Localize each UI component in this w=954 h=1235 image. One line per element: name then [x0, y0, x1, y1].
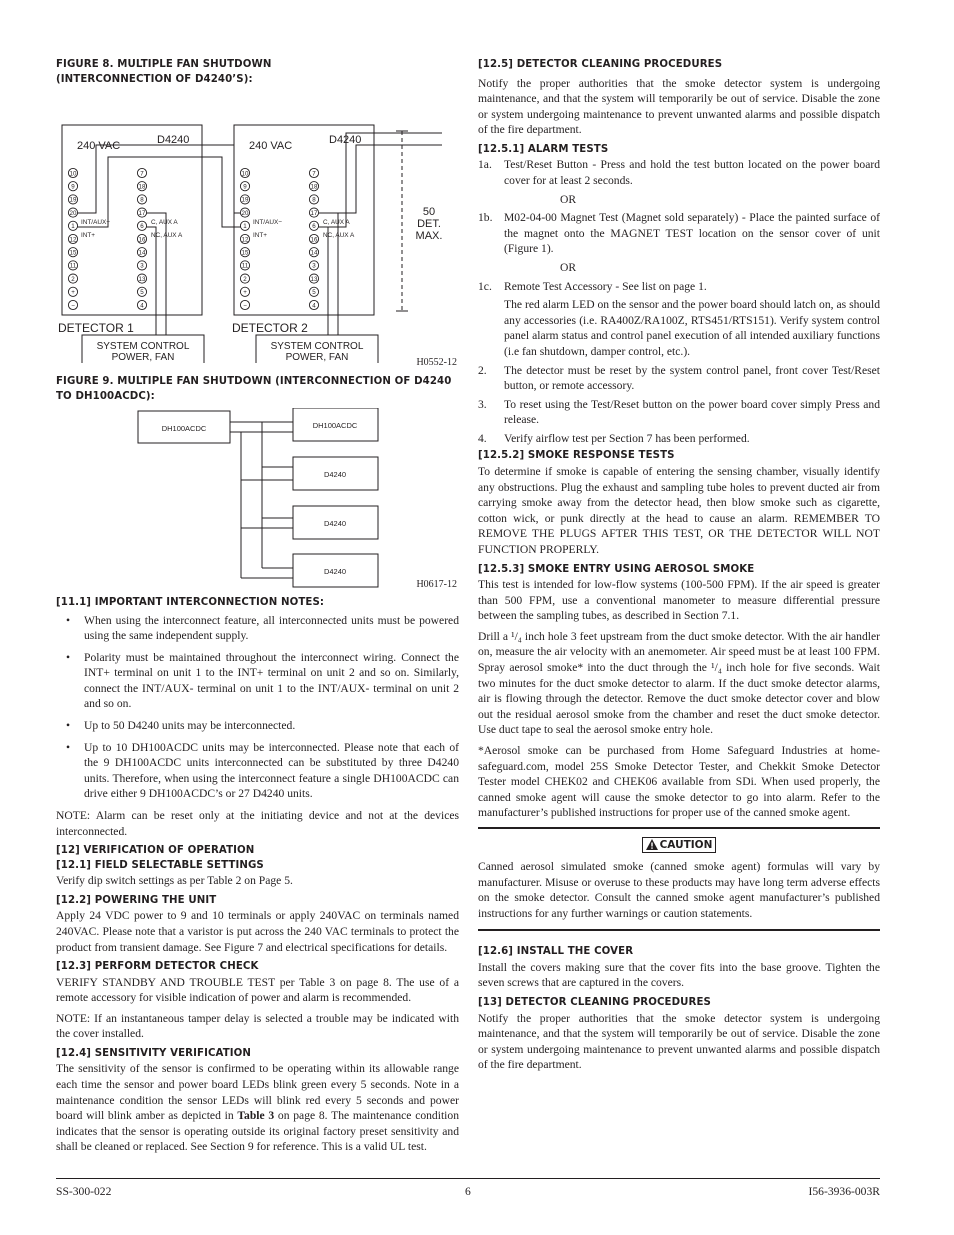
terminal-right-label: 3	[140, 262, 144, 270]
figure-9-title-line2: TO DH100ACDC):	[56, 390, 155, 402]
vac-label-1: 240 VAC	[77, 140, 121, 152]
note-reset: NOTE: Alarm can be reset only at the initiating device and not at the devices interconnected.	[56, 809, 459, 838]
caution-badge	[642, 837, 717, 853]
list-item	[478, 431, 880, 447]
para-12-3-note: NOTE: If an instantaneous tamper delay is selected a trouble may be indicated with the cover installed.	[56, 1011, 459, 1041]
terminal-left-label: 1	[243, 223, 247, 231]
unit-label-1: D4240	[157, 134, 190, 146]
heading-12-2: [12.2] POWERING THE UNIT	[56, 894, 217, 906]
heading-12-1: [12.1] FIELD SELECTABLE SETTINGS	[56, 859, 264, 871]
detector-2-label: DETECTOR 2	[232, 321, 308, 335]
sys-box-2-line2: POWER, FAN	[285, 352, 349, 363]
terminal-left-label: 20	[241, 209, 249, 217]
footer-part-number: I56-3936-003R	[808, 1185, 880, 1198]
terminal-right-label: 8	[140, 196, 144, 204]
terminal-left-label: 9	[71, 183, 75, 191]
terminal-right-label: 3	[312, 262, 316, 270]
sys-box-1-line2: POWER, FAN	[111, 352, 175, 363]
terminal-tap-label: C, AUX A	[151, 219, 178, 226]
figure-8-code: H0552-12	[416, 357, 457, 368]
para-12-2: Apply 24 VDC power to 9 and 10 terminals or apply 240VAC on terminals named 240VAC. Please note that a varistor is put across the 240 VAC terminals to protect the product from transient damage. See Figure 7 and electrical specifications for details.	[56, 909, 459, 954]
wire-to-next-b	[317, 145, 442, 213]
d4240-1-label: D4240	[323, 470, 347, 479]
heading-12-5: [12.5] DETECTOR CLEANING PROCEDURES	[478, 59, 723, 70]
heading-12-4: [12.4] SENSITIVITY VERIFICATION	[56, 1047, 252, 1059]
para-12-3: VERIFY STANDBY AND TROUBLE TEST per Table 3 on page 8. The use of a remote accessory for visible indication of power and alarm is recommended.	[56, 975, 459, 1005]
terminal-left-label: 19	[69, 196, 77, 204]
page-footer	[56, 1178, 880, 1198]
terminal-right-label: 16	[138, 236, 146, 244]
terminal-right-label: 4	[312, 302, 316, 310]
sys-box-2-line1: SYSTEM CONTROL	[270, 341, 364, 352]
heading-12-3: [12.3] PERFORM DETECTOR CHECK	[56, 961, 259, 973]
terminal-left-label: +	[71, 289, 75, 297]
para-12-4-part1: The sensitivity of the sensor is confirmed to be operating within its allowable range each time the sensor and power board LEDs blink green every 5 seconds. Note in a maintenance condition the sensor LEDs will blink red every 5 seconds and power board will blink amber as depicted in	[56, 1062, 459, 1123]
terminal-right-label: 7	[312, 170, 316, 178]
unit-label-2: D4240	[329, 134, 362, 146]
d4240-3-label: D4240	[323, 567, 347, 576]
heading-12-5-2: [12.5.2] SMOKE RESPONSE TESTS	[478, 450, 675, 462]
list-item	[478, 397, 880, 428]
dh100acdc-1-label: DH100ACDC	[312, 421, 358, 430]
terminal-left-label: 11	[241, 262, 249, 270]
item-text: M02-04-00 Magnet Test (Magnet sold separately) - Place the painted surface of the magnet onto the MAGNET TEST location on the sensor cover of unit (Figure 1).	[504, 211, 880, 256]
figure-8-diagram	[56, 93, 459, 363]
warning-triangle-icon	[646, 839, 658, 850]
max-label-line3: MAX.	[415, 230, 443, 242]
detector-1-label: DETECTOR 1	[58, 321, 134, 335]
terminal-left-label: 11	[69, 262, 77, 270]
terminal-tap-label: INT/AUX−	[253, 219, 282, 226]
terminal-right-label: 13	[310, 275, 318, 283]
terminal-tap-label: C, AUX A	[323, 219, 350, 226]
terminal-right-label: 4	[140, 302, 144, 310]
terminal-right-label: 14	[138, 249, 146, 257]
terminal-right-label: 6	[312, 223, 316, 231]
or-separator: OR	[560, 260, 577, 274]
figure-8-title: FIGURE 8. MULTIPLE FAN SHUTDOWN	[56, 59, 272, 70]
terminal-left-label: 10	[69, 170, 77, 178]
interconnect-notes-list	[56, 613, 459, 803]
para-12-1: Verify dip switch settings as per Table 2 on Page 5.	[56, 874, 293, 888]
terminal-left-label: 10	[241, 170, 249, 178]
para-13: Notify the proper authorities that the smoke detector system is undergoing maintenance, and that the system will temporarily be out of service. Disable the zone or system undergoing maintenance to prevent unwanted alarms and possible dispatch of the fire department.	[478, 1011, 880, 1072]
item-text: Remote Test Accessory - See list on page 1.	[504, 279, 707, 293]
heading-12-6: [12.6] INSTALL THE COVER	[478, 946, 634, 958]
terminal-left-label: 15	[69, 249, 77, 257]
terminal-right-label: 5	[312, 289, 316, 297]
list-item: • Up to 10 DH100ACDC units may be interconnected. Please note that each of the 9 DH100ACDC units interconnected can be substituted by three D4240 units. Therefore, when using the interconnect feature a single DH100ACDC can drive either 9 DH100ACDC’s or 27 D4240 units.	[56, 740, 459, 802]
or-separator: OR	[560, 192, 577, 206]
item-text: Test/Reset Button - Press and hold the test button located on the power board cover for at least 2 seconds.	[504, 158, 880, 187]
list-item	[478, 363, 880, 394]
para-12-5: Notify the proper authorities that the smoke detector system is undergoing maintenance, and that the system will temporarily be out of service. Disable the zone or system undergoing maintenance to prevent unwanted alarms and possible dispatch of the fire department.	[478, 76, 880, 137]
terminal-left-label: 2	[243, 275, 247, 283]
left-column	[56, 58, 459, 1160]
para-12-5-3b: Drill a ¹/₄ inch hole 3 feet upstream from the duct smoke detector. With the air handler on, measure the air velocity with an anemometer. Air speed must be at least 100 FPM. Spray aerosol smoke* into the duct through the ¹/₄ inch hole for five seconds. Wait two minutes for the duct smoke detector to alarm. If the duct smoke detector alarms, air is flowing through the detector. Remove the duct smoke detector cover and blow out the residual aerosol smoke from the chamber and reset the duct smoke detector. Use duct tape to seal the aerosol smoke entry hole.	[478, 629, 880, 737]
terminal-right-label: 5	[140, 289, 144, 297]
max-label-line2: DET.	[417, 218, 441, 230]
caution-label: CAUTION	[659, 838, 713, 851]
terminal-right-label: 6	[140, 223, 144, 231]
heading-12-5-3: [12.5.3] SMOKE ENTRY USING AEROSOL SMOKE	[478, 563, 755, 575]
figure-9-code: H0617-12	[416, 579, 457, 588]
figure-8-title-line2: (INTERCONNECTION OF D4240’S):	[56, 73, 253, 85]
heading-12-5-1: [12.5.1] ALARM TESTS	[478, 143, 609, 155]
terminal-tap-label: NC, AUX A	[151, 232, 183, 239]
terminal-left-label: 1	[71, 223, 75, 231]
item-text: The detector must be reset by the system control panel, front cover Test/Reset button, or remote accessory.	[504, 363, 880, 393]
terminal-left-label: 15	[241, 249, 249, 257]
para-12-6: Install the covers making sure that the cover fits into the base groove. Tighten the seven screws that are captured in the covers.	[478, 960, 880, 990]
list-item: • Polarity must be maintained throughout the interconnect wiring. Connect the INT+ terminal on unit 1 to the INT+ terminal on unit 2 and so on. Similarly, connect the INT/AUX- terminal on unit 1 to the INT/AUX- terminal on unit 2 and so on.	[56, 650, 459, 712]
list-item: • When using the interconnect feature, all interconnected units must be powered using the same independent supply.	[56, 613, 459, 644]
figure-9-diagram	[56, 408, 459, 588]
terminal-left-label: 12	[241, 236, 249, 244]
terminal-right-label: 7	[140, 170, 144, 178]
page-number: 6	[465, 1185, 471, 1198]
item-number: 3.	[478, 397, 487, 411]
wire-int-plus	[73, 157, 246, 227]
figure-9-title: FIGURE 9. MULTIPLE FAN SHUTDOWN (INTERCONNECTION OF D4240	[56, 376, 452, 387]
heading-13: [13] DETECTOR CLEANING PROCEDURES	[478, 997, 711, 1008]
list-item	[478, 157, 880, 188]
item-number: 1c.	[478, 279, 492, 293]
para-12-5-3c: *Aerosol smoke can be purchased from Home Safeguard Industries at home-safeguard.com, model 25S Smoke Detector Tester, and Chekkit Smoke Detector Tester model CHEK02 and CHEK06 available from SDi. When used properly, the canned smoke agent will cause the smoke detector to go into alarm. Refer to the manufacturer’s published instructions for proper use of the canned smoke agent.	[478, 743, 880, 820]
right-column	[478, 58, 880, 1078]
item-number: 1a.	[478, 158, 492, 172]
list-item: • Up to 50 D4240 units may be interconnected.	[56, 718, 459, 734]
caution-label-row	[478, 837, 880, 853]
terminal-right-label: 17	[138, 209, 146, 217]
terminal-left-label: 2	[71, 275, 75, 283]
terminal-tap-label: INT+	[81, 232, 96, 239]
terminal-left-label: +	[243, 289, 247, 297]
terminal-left-label: −	[71, 302, 75, 310]
item-number: 2.	[478, 363, 487, 377]
max-label-line1: 50	[422, 206, 436, 218]
sys-box-1-line1: SYSTEM CONTROL	[96, 341, 190, 352]
item-number: 1b.	[478, 211, 493, 225]
heading-12: [12] VERIFICATION OF OPERATION	[56, 845, 255, 857]
terminal-right-label: 16	[310, 236, 318, 244]
para-12-5-2: To determine if smoke is capable of entering the sensing chamber, visually identify any obstructions. Plug the exhaust and sampling tube holes to prevent ducted air from carrying smoke away from the detector head, then blow smoke such as cigarette, cotton wick, or punk directly at the head to cause an alarm. REMEMBER TO REMOVE THE PLUGS AFTER THIS TEST, OR THE DETECTOR WILL NOT FUNCTION PROPERLY.	[478, 464, 880, 556]
terminal-tap-label: INT/AUX−	[81, 219, 110, 226]
item-number: 4.	[478, 431, 487, 445]
item-text: To reset using the Test/Reset button on the power board cover simply Press and release.	[504, 397, 880, 427]
terminal-right-label: 17	[310, 209, 318, 217]
terminal-tap-label: NC, AUX A	[323, 232, 355, 239]
caution-text: Canned aerosol simulated smoke (canned smoke agent) formulas will vary by manufacturer. Misuse or overuse to these products may have long term adverse effects on the smoke detector. Consult the canned smoke agent manufacturer’s published instructions for any further warnings or caution statements.	[478, 859, 880, 920]
footer-doc-number: SS-300-022	[56, 1185, 112, 1198]
para-12-4-part2: on page 8. The maintenance condition indicates that the sensor is operating outside its original factory preset sensitivity and shall be cleaned or replaced. See Section 9 for reference. This is a valid UL test.	[56, 1109, 459, 1154]
terminal-left-label: 12	[69, 236, 77, 244]
terminal-right-label: 8	[312, 196, 316, 204]
terminal-left-label: 20	[69, 209, 77, 217]
caution-panel	[478, 827, 880, 931]
vac-label-2: 240 VAC	[249, 140, 293, 152]
item-text: The red alarm LED on the sensor and the power board should latch on, as should any accessories (i.e. RA400Z/RA100Z, RTS451/RTS151). Verify system control panel alarm status and control panel execution of all intended auxiliary functions (i.e fan shutdown, damper control, etc.).	[504, 298, 880, 358]
terminal-tap-label: INT+	[253, 232, 268, 239]
dh100acdc-main-label: DH100ACDC	[161, 424, 207, 433]
para-12-4	[56, 1061, 459, 1155]
list-item	[478, 210, 880, 257]
table-3-ref: Table 3	[237, 1109, 275, 1123]
terminal-left-label: −	[243, 302, 247, 310]
list-item	[478, 279, 880, 295]
terminal-left-label: 19	[241, 196, 249, 204]
item-text: Verify airflow test per Section 7 has been performed.	[504, 431, 750, 445]
terminal-left-label: 9	[243, 183, 247, 191]
terminal-right-label: 18	[310, 183, 318, 191]
terminal-right-label: 14	[310, 249, 318, 257]
terminal-right-label: 18	[138, 183, 146, 191]
para-12-5-3a: This test is intended for low-flow systems (100-500 FPM). If the air speed is greater than 500 FPM, use a conventional manometer to measure differential pressure between the sampling tubes, as described in Section 7.1.	[478, 578, 880, 623]
notes-heading: [11.1] IMPORTANT INTERCONNECTION NOTES:	[56, 597, 325, 608]
terminal-right-label: 13	[138, 275, 146, 283]
wire-int-aux	[73, 145, 246, 213]
d4240-2-label: D4240	[323, 519, 347, 528]
